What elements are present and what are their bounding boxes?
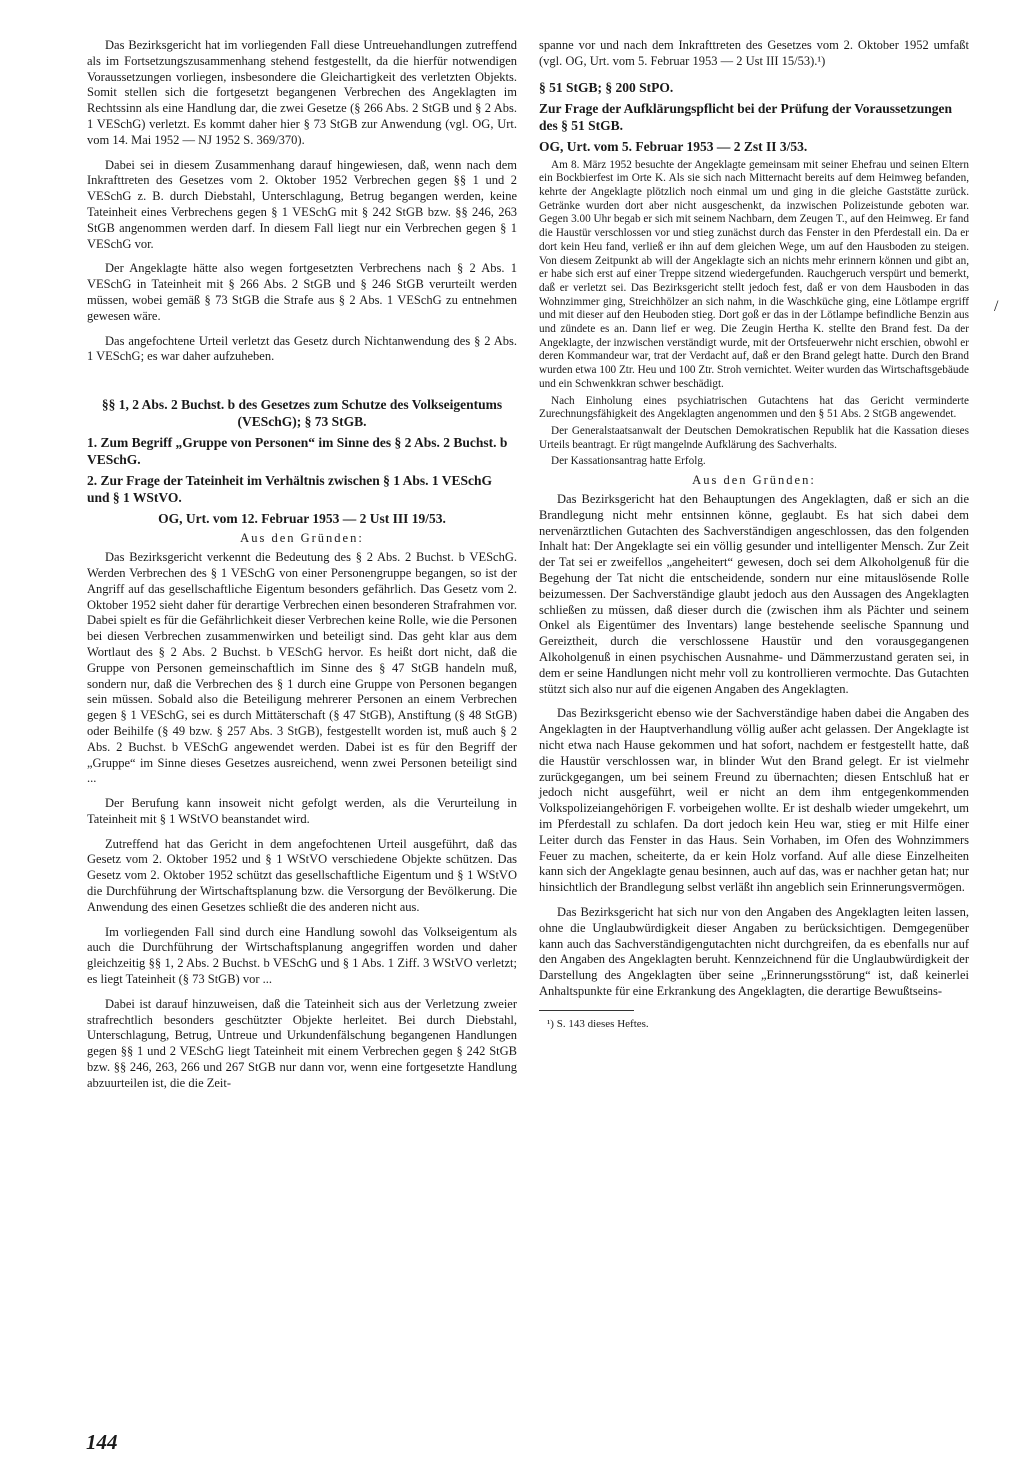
- paragraph: Der Berufung kann insoweit nicht gefolgt werden, als die Verurteilung in Tateinheit mit § 1 WStVO beanstandet wird.: [87, 796, 517, 826]
- paragraph: Dabei sei in diesem Zusammenhang darauf hingewiesen, daß, wenn nach dem Inkrafttreten des Gesetzes vom 2. Oktober 1952 Verbrechen gegen §§ 1 und 2 VESchG z. B. durch Diebstahl, Unterschlagung, Betrug begangen werden, keine Tateinheit eines Verbrechens gegen § 1 VESchG mit § 242 StGB bzw. §§ 246, 263 StGB angenommen werden darf. In diesem Fall liegt nur ein Verbrechen gegen § 1 VESchG vor.: [87, 157, 517, 251]
- paragraph: Das angefochtene Urteil verletzt das Gesetz durch Nichtanwendung des § 2 Abs. 1 VESchG; es war daher aufzuheben.: [87, 333, 517, 364]
- grounds-heading: Aus den Gründen:: [692, 473, 816, 488]
- section-heading-case: OG, Urt. vom 12. Februar 1953 — 2 Ust III 19/53.: [158, 511, 446, 527]
- footnote-rule: [539, 1010, 634, 1011]
- paragraph: Das Bezirksgericht verkennt die Bedeutung des § 2 Abs. 2 Buchst. b VESchG. Werden Verbrechen des § 1 VESchG von einer Personengruppe begangen, so ist der Angriff auf das gesellschaftliche Eigentum besonders gefährlich. Das Gesetz vom 2. Oktober 1952 sieht daher für derartige Verbrechen einen besonderen Strafrahmen vor. Dabei spielt es für die Gefährlichkeit dieser Verbrechen keine Rolle, wie die Personen bei diesen Verbrechen zusammenwirken und beteiligt sind. Das geht klar aus dem Wortlaut des § 2 Abs. 2 Buchst. b VESchG hervor. Es heißt dort nicht, daß die Gruppe von Personen gemeinschaftlich im Sinne des § 47 StGB handeln muß, sondern nur, daß die Verbrechen des § 1 durch eine Gruppe von Personen begangen sein müssen. Sobald also die Beteiligung mehrerer Personen an einem Verbrechen gegen § 1 VESchG, sei es durch Mittäterschaft (§ 47 StGB), Anstiftung (§ 48 StGB) oder Beihilfe (§ 49 bzw. § 257 Abs. 3 StGB), festgestellt worden ist, muß auch § 2 Abs. 2 Buchst. b VESchG angewendet werden. Dabei ist es für den Begriff der „Gruppe“ im Sinne dieses Gesetzes ausreichend, wenn zwei Personen beteiligt sind ...: [87, 550, 517, 786]
- page-number: 144: [86, 1430, 118, 1454]
- left-column: [87, 38, 517, 1101]
- section-gap: [87, 374, 517, 396]
- right-column: [539, 38, 969, 1031]
- paragraph: Das Bezirksgericht ebenso wie der Sachverständige haben dabei die Angaben des Angeklagten in der Hauptverhandlung völlig außer acht gelassen. Der Angeklagte ist nicht etwa nach Hause gekommen und hat sofort, nachdem er festgestellt hatte, daß die Haustür verschlossen war, in blinder Wut den Brand gelegt. Er ist vielmehr zurückgegangen, um bei seinem Freund zu übernachten; diesen Entschluß hat er jedoch nicht ausgeführt, weil er nicht an dem ihm entgegenkommenden Volkspolizeiangehörigen F. vorbeigehen wollte. Er ist deshalb wieder umgekehrt, um im Pferdestall zu schlafen. Da dort jedoch kein Heu war, stieg er mit Hilfe einer Leiter durch das Fenster in das Haus. Sein Vorhaben, im Ofen des Wohnzimmers Feuer zu machen, scheiterte, da er kein Holz vorfand. Auf alle diese Einzelheiten kann sich der Angeklagte genau besinnen, auch auf das, was er nachher getan hat; nur hinsichtlich der Brandlegung selbst verläßt ihn angeblich sein Erinnerungsvermögen.: [539, 706, 969, 895]
- paragraph: Das Bezirksgericht hat im vorliegenden Fall diese Untreuehandlungen zutreffend als im Fortsetzungszusammenhang stehend festgestellt, da die hierfür notwendigen Voraussetzungen vorliegen, insbesondere die Gleichartigkeit des verletzten Objekts. Somit stellen sich die fortgesetzt begangenen Verbrechen des Angeklagten im Rechtssinn als eine Handlung dar, die zwei Gesetze (§ 266 Abs. 2 StGB und § 2 Abs. 1 VESchG) verletzt. Es kommt daher hier § 73 StGB zur Anwendung (vgl. OG, Urt. vom 14. Mai 1952 — NJ 1952 S. 369/370).: [87, 38, 517, 147]
- paragraph: Zutreffend hat das Gericht in dem angefochtenen Urteil ausgeführt, daß das Gesetz vom 2. Oktober 1952 und § 1 WStVO verschiedene Objekte schützen. Das Gesetz vom 2. Oktober 1952 schützt das gesellschaftliche Eigentum und § 1 WStVO die Durchführung der Wirtschaftsplanung bzw. die Versorgung der Bevölkerung. Die Anwendung des einen Gesetzes schließt die des anderen nicht aus.: [87, 836, 517, 914]
- facts-paragraph: Der Kassationsantrag hatte Erfolg.: [551, 455, 706, 468]
- margin-mark: /: [994, 298, 999, 315]
- paragraph: Im vorliegenden Fall sind durch eine Handlung sowohl das Volkseigentum als auch die Durchführung der Wirtschaftsplanung angegriffen worden und daher gleichzeitig §§ 1, 2 Abs. 2 Buchst. b VESchG und § 1 Abs. 1 Ziff. 3 WStVO verletzt; es liegt Tateinheit (§ 73 StGB) vor ...: [87, 924, 517, 987]
- paragraph: Dabei ist darauf hinzuweisen, daß die Tateinheit sich aus der Verletzung zweier strafrechtlich besonders geschützter Objekte herleitet. Bei durch Diebstahl, Unterschlagung, Betrug, Untreue und Urkundenfälschung begangenen Handlungen gegen §§ 1 und 2 VESchG liegt Tateinheit mit einem Verbrechen gegen § 242 StGB bzw. §§ 246, 263, 266 und 267 StGB nur dann vor, wenn eine fortgesetzte Handlung abzuurteilen ist, die die Zeit-: [87, 996, 517, 1090]
- section-heading-statute: §§ 1, 2 Abs. 2 Buchst. b des Gesetzes zum Schutze des Volkseigentums (VESchG); § 73 StGB.: [101, 397, 503, 430]
- paragraph: Der Angeklagte hätte also wegen fortgesetzten Verbrechens nach § 2 Abs. 1 VESchG in Tateinheit mit § 266 Abs. 2 StGB und § 246 StGB verurteilt werden müssen, wobei gemäß § 73 StGB die Strafe aus § 2 Abs. 1 VESchG zu entnehmen gewesen wäre.: [87, 261, 517, 323]
- section-heading-topic: Zur Frage der Aufklärungspflicht bei der Prüfung der Voraussetzungen des § 51 StGB.: [539, 100, 953, 133]
- section-heading-topic-2: 2. Zur Frage der Tateinheit im Verhältnis zwischen § 1 Abs. 1 VESchG und § 1 WStVO.: [87, 473, 493, 506]
- paragraph: Das Bezirksgericht hat den Behauptungen des Angeklagten, daß er sich an die Brandlegung nicht mehr entsinnen könne, geglaubt. Es hat sich dabei dem nervenärztlichen Gutachten des Sachverständigen angeschlossen, das den folgenden Inhalt hat: Der Angeklagte sei ein völlig gesunder und intelligenter Mensch. Zur Zeit der Tat sei er zweifellos „angeheitert“ gewesen, doch sei dem Alkoholgenuß für die Begehung der Tat nicht die entscheidende, sondern nur eine mitauslösende Rolle beizumessen. Der Sachverständige glaubt jedoch aus den Aussagen des Angeklagten schließen zu müssen, daß dieser durch die (zwischen ihm als Pächter und seinem Onkel als Eigentümer des Inventars) lange bestehende seelische Spannung und Gereiztheit, durch die verschlossene Haustür und den vorausgegangenen Alkoholgenuß in einen psychischen Ausnahme- und Dämmerzustand geraten sei, in dem er seine Handlungen nicht mehr voll zu kontrollieren vermochte. Das Gutachten stützt sich also nur auf die eigenen Angaben des Angeklagten.: [539, 492, 969, 696]
- footnote: ¹) S. 143 dieses Heftes.: [547, 1017, 649, 1030]
- facts-paragraph: Nach Einholung eines psychiatrischen Gutachtens hat das Gericht verminderte Zurechnungsfähigkeit des Angeklagten angenommen und den § 51 Abs. 2 StGB angewendet.: [539, 394, 969, 421]
- section-heading-topic-1: 1. Zum Begriff „Gruppe von Personen“ im Sinne des § 2 Abs. 2 Buchst. b VESchG.: [87, 435, 508, 468]
- paragraph: spanne vor und nach dem Inkrafttreten des Gesetzes vom 2. Oktober 1952 umfaßt (vgl. OG, Urt. vom 5. Februar 1953 — 2 Ust III 15/53).¹): [539, 38, 969, 68]
- facts-paragraph: Am 8. März 1952 besuchte der Angeklagte gemeinsam mit seiner Ehefrau und seinen Eltern ein Bockbierfest im Orte K. Als sie sich nach Mitternacht bereits auf dem Heimweg befanden, kehrte der Angeklagte plötzlich noch einmal um und ging in die gleiche Gaststätte zurück. Getränke wurden dort aber nicht ausgeschenkt, da inzwischen Polizeistunde geboten war. Gegen 3.00 Uhr begab er sich mit seinem Nachbarn, dem Zeugen T., auf den Heimweg. Er fand die Haustür verschlossen vor und stieg zunächst durch das Fenster in den Pferdestall ein. Da er dort kein Heu fand, verließ er ihn auf dem gleichen Wege, um auf den Hausboden zu steigen. Von diesem Zeitpunkt ab will der Angeklagte sich an nichts mehr erinnern können und gibt an, er habe sich erst auf einer Treppe sitzend wiedergefunden. Rauchgeruch verspürt und bemerkt, daß er verletzt sei. Das Bezirksgericht stellt jedoch fest, daß er von dem Hausboden in das Wohnzimmer ging, Streichhölzer an sich nahm, in die Waschküche ging, eine Lötlampe ergriff und mit dieser auf den Heuboden stieg. Dort goß er das in der Lötlampe befindliche Benzin aus und zündete es an. Dann lief er weg. Die Zeugin Hertha K. stellte den Brand fest. Da der Angeklagte, der inzwischen verständigt wurde, mit der Ortsfeuerwehr nicht erschien, obwohl er deren Kommandeur war, trat der Verdacht auf, daß er den Brand gelegt hatte. Durch den Brand wurden etwa 100 Ztr. Heu und 100 Ztr. Stroh vernichtet. Weiter wurden das Wirtschaftsgebäude und ein Schwenkkran schwer beschädigt.: [539, 158, 969, 390]
- paragraph: Das Bezirksgericht hat sich nur von den Angaben des Angeklagten leiten lassen, ohne die Unglaubwürdigkeit dieser Angaben zu berücksichtigen. Demgegenüber kann auch das Sachverständigengutachten nicht durchgreifen, da es ebenfalls nur auf den Angaben des Angeklagten beruht. Kennzeichnend für die Unglaubwürdigkeit der Darstellung des Angeklagten über seine „Erinnerungsstörung“ ist, daß keinerlei Anhaltspunkte für eine Erkrankung des Angeklagten, die derartige Bewußtseins-: [539, 904, 969, 998]
- section-heading-statute: § 51 StGB; § 200 StPO.: [539, 79, 674, 95]
- grounds-heading: Aus den Gründen:: [240, 531, 364, 546]
- facts-paragraph: Der Generalstaatsanwalt der Deutschen Demokratischen Republik hat die Kassation dieses Urteils beantragt. Er rügt mangelnde Aufklärung des Sachverhalts.: [539, 424, 969, 451]
- section-heading-case: OG, Urt. vom 5. Februar 1953 — 2 Zst II 3/53.: [539, 138, 808, 154]
